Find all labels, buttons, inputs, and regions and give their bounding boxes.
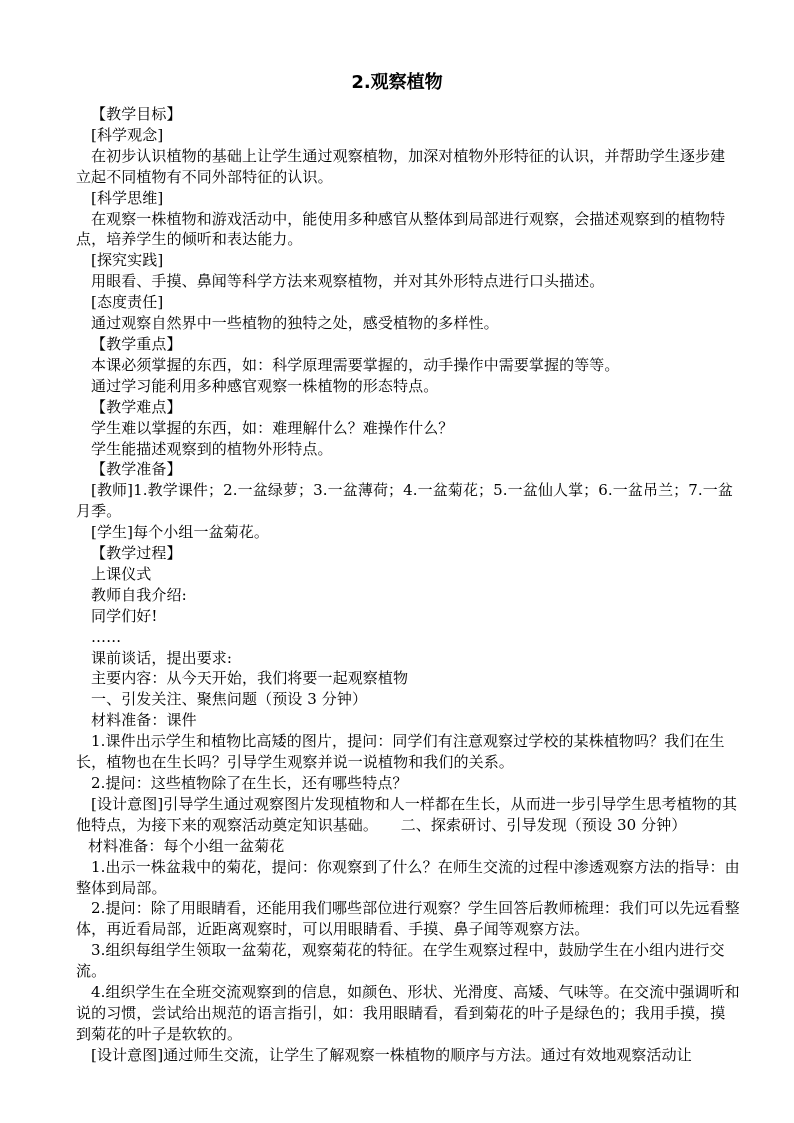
paragraph: 学生能描述观察到的植物外形特点。 bbox=[91, 439, 333, 458]
paragraph: [设计意图]通过师生交流，让学生了解观察一株植物的顺序与方法。通过有效地观察活动让 bbox=[91, 1045, 692, 1064]
subheading-science-concept: [科学观念] bbox=[91, 125, 164, 144]
paragraph: 课前谈话，提出要求: bbox=[91, 648, 233, 667]
document-body bbox=[76, 104, 740, 1066]
paragraph: [设计意图]引导学生通过观察图片发现植物和人一样都在生长，从而进一步引导学生思考植物的其他特点，为接下来的观察活动奠定知识基础。 二、探索研讨、引导发现（预设 30 分钟） bbox=[76, 794, 738, 834]
paragraph: 1.课件出示学生和植物比高矮的图片，提问：同学们有注意观察过学校的某株植物吗？我们在生长，植物也在生长吗？引导学生观察并说一说植物和我们的关系。 bbox=[76, 732, 725, 772]
paragraph: 4.组织学生在全班交流观察到的信息，如颜色、形状、光滑度、高矮、气味等。在交流中强调听和说的习惯，尝试给出规范的语言指引，如：我用眼睛看，看到菊花的叶子是绿色的；我用手摸，摸到菊花的叶子是软软的。 bbox=[76, 983, 740, 1043]
paragraph: 主要内容：从今天开始，我们将要一起观察植物 bbox=[91, 669, 409, 688]
section-heading-preparation: 【教学准备】 bbox=[91, 460, 182, 479]
paragraph: 材料准备：每个小组一盆菊花 bbox=[88, 836, 285, 855]
paragraph: 在观察一株植物和游戏活动中，能使用多种感官从整体到局部进行观察，会描述观察到的植物特点，培养学生的倾听和表达能力。 bbox=[76, 209, 726, 249]
subheading-science-thinking: [科学思维] bbox=[91, 188, 164, 207]
paragraph: 材料准备：课件 bbox=[91, 711, 197, 730]
section-heading-process: 【教学过程】 bbox=[91, 544, 182, 563]
section-heading-part-one: 一、引发关注、聚焦问题（预设 3 分钟） bbox=[91, 690, 368, 709]
paragraph: 通过观察自然界中一些植物的独特之处，感受植物的多样性。 bbox=[91, 314, 499, 333]
subheading-inquiry-practice: [探究实践] bbox=[91, 251, 164, 270]
paragraph: [教师]1.教学课件；2.一盆绿萝；3.一盆薄荷；4.一盆菊花；5.一盆仙人掌；6.一盆吊兰；7.一盆月季。 bbox=[76, 481, 733, 521]
paragraph: 本课必须掌握的东西，如：科学原理需要掌握的，动手操作中需要掌握的等等。 bbox=[91, 355, 620, 374]
paragraph: 1.出示一株盆栽中的菊花，提问：你观察到了什么？在师生交流的过程中渗透观察方法的指导：由整体到局部。 bbox=[76, 857, 740, 897]
paragraph: 学生难以掌握的东西，如：难理解什么？难操作什么？ bbox=[91, 418, 454, 437]
section-heading-key-points: 【教学重点】 bbox=[91, 334, 182, 353]
paragraph: 上课仪式 bbox=[91, 564, 152, 583]
paragraph: [学生]每个小组一盆菊花。 bbox=[91, 523, 270, 542]
paragraph: 同学们好! bbox=[91, 606, 158, 625]
paragraph: …… bbox=[91, 627, 122, 646]
paragraph: 用眼看、手摸、鼻闻等科学方法来观察植物，并对其外形特点进行口头描述。 bbox=[91, 272, 605, 291]
paragraph: 2.提问：这些植物除了在生长，还有哪些特点？ bbox=[91, 774, 408, 792]
paragraph: 教师自我介绍: bbox=[91, 585, 187, 604]
paragraph: 2.提问：除了用眼睛看，还能用我们哪些部位进行观察？学生回答后教师梳理：我们可以先远看整体，再近看局部，近距离观察时，可以用眼睛看、手摸、鼻子闻等观察方法。 bbox=[76, 899, 740, 939]
subheading-attitude: [态度责任] bbox=[91, 293, 164, 312]
section-heading-difficulties: 【教学难点】 bbox=[91, 397, 182, 416]
paragraph: 3.组织每组学生领取一盆菊花，观察菊花的特征。在学生观察过程中，鼓励学生在小组内进行交流。 bbox=[76, 941, 725, 981]
paragraph: 通过学习能利用多种感官观察一株植物的形态特点。 bbox=[91, 376, 439, 395]
paragraph: 在初步认识植物的基础上让学生通过观察植物，加深对植物外形特征的认识，并帮助学生逐步建立起不同植物有不同外部特征的认识。 bbox=[76, 146, 726, 186]
section-heading-teaching-goals: 【教学目标】 bbox=[91, 105, 182, 123]
document-title: 2.观察植物 bbox=[351, 72, 443, 93]
